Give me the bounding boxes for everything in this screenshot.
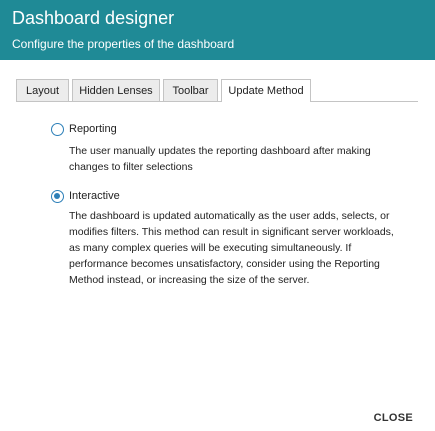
tab-layout[interactable]: Layout — [16, 79, 69, 101]
close-button[interactable]: CLOSE — [373, 412, 413, 424]
tab-toolbar[interactable]: Toolbar — [163, 79, 218, 101]
tab-update-method[interactable]: Update Method — [221, 79, 311, 102]
option-reporting-description: The user manually updates the reporting dashboard after making changes to filter selections — [69, 145, 371, 173]
tab-hidden-lenses[interactable]: Hidden Lenses — [72, 79, 160, 101]
option-interactive-label: Interactive — [69, 190, 120, 202]
dialog-subtitle: Configure the properties of the dashboard — [12, 37, 235, 51]
tab-bar — [16, 79, 418, 102]
radio-interactive[interactable] — [51, 190, 64, 203]
tab-divider — [16, 101, 418, 102]
option-reporting-label: Reporting — [69, 123, 117, 135]
dialog-header — [0, 0, 435, 60]
option-interactive-description: The dashboard is updated automatically as the user adds, selects, or modifies filters. This method can result in significant server workloads, as many complex queries will be executing simultaneously. If performance becomes unsatisfactory, consider using the Reporting Method instead, or increasing the size of the server. — [69, 210, 394, 286]
radio-reporting[interactable] — [51, 123, 64, 136]
dialog-title: Dashboard designer — [12, 8, 175, 28]
